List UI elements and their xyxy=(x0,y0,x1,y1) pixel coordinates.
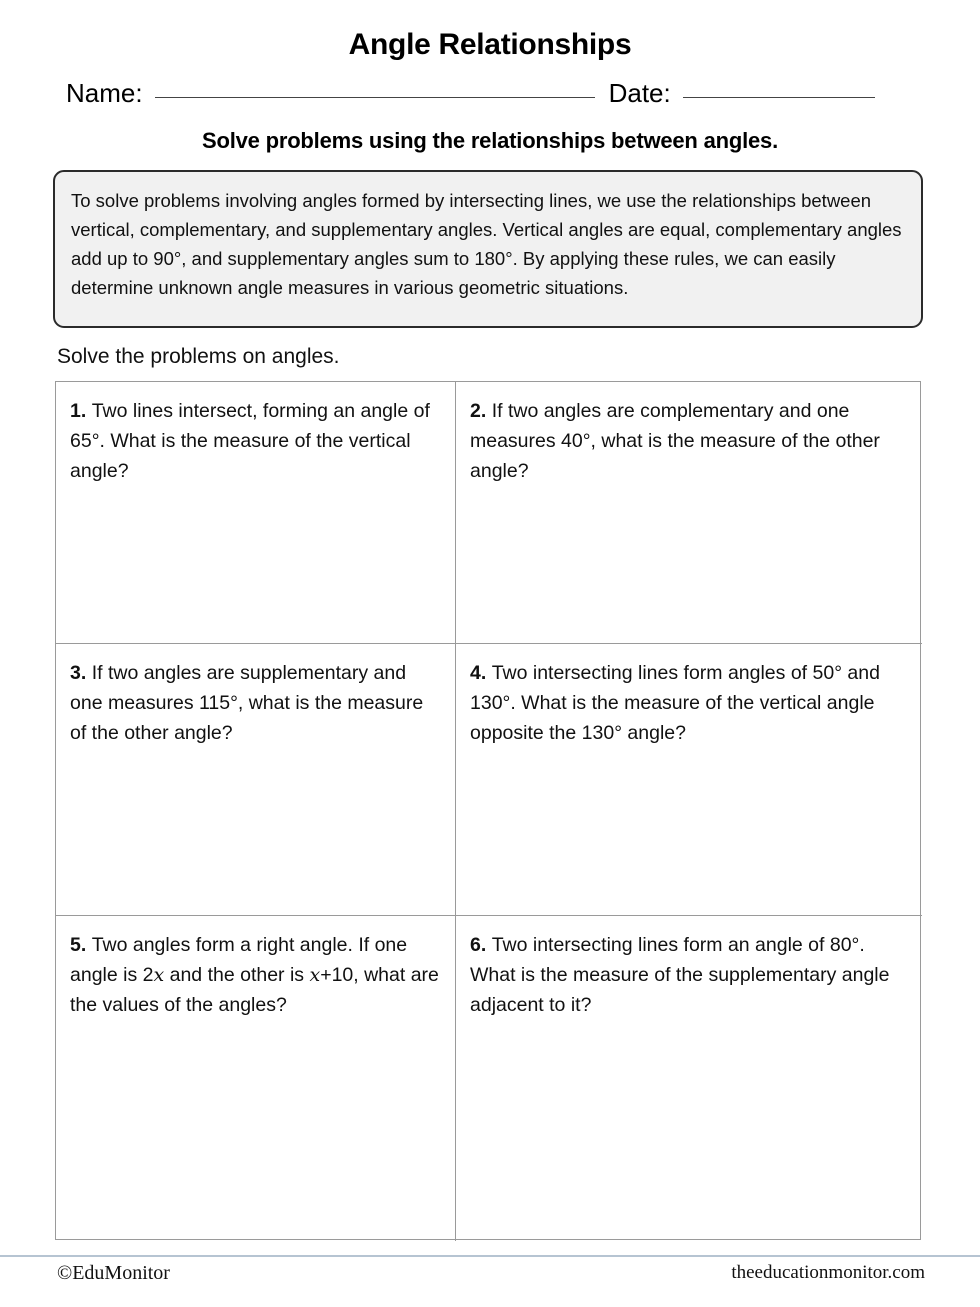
name-write-line[interactable] xyxy=(155,97,595,98)
problem-text-2: If two angles are complementary and one measures 40°, what is the measure of the other angle? xyxy=(470,400,880,482)
problem-cell-1[interactable] xyxy=(56,382,456,644)
problem-number-5: 5. xyxy=(70,934,92,956)
page-subtitle: Solve problems using the relationships between angles. xyxy=(201,128,778,153)
date-label: Date: xyxy=(608,78,671,108)
page-footer xyxy=(0,1262,980,1307)
footer-website: theeducationmonitor.com xyxy=(731,1262,925,1283)
date-write-line[interactable] xyxy=(683,97,875,98)
problem-text-5-middle: and the other is xyxy=(164,964,310,986)
problem-text-3: If two angles are supplementary and one measures 115°, what is the measure of the other angle? xyxy=(70,662,424,744)
problem-text-6: Two intersecting lines form an angle of 80°. What is the measure of the supplementary angle adjacent to it? xyxy=(470,934,890,1016)
name-date-row xyxy=(66,78,926,114)
info-box-text: To solve problems involving angles formed by intersecting lines, we use the relationships between vertical, complementary, and supplementary angles. Vertical angles are equal, complementary angles add up to 90°, and supplementary angles sum to 180°. By applying these rules, we can easily determine unknown angle measures in various geometric situations. xyxy=(71,190,902,298)
problem-number-2: 2. xyxy=(470,400,492,422)
problem-cell-2[interactable] xyxy=(456,382,922,644)
problem-text-1: Two lines intersect, forming an angle of 65°. What is the measure of the vertical angle? xyxy=(70,400,430,482)
problem-grid xyxy=(55,381,921,1240)
problem-number-6: 6. xyxy=(470,934,492,956)
problem-cell-5[interactable] xyxy=(56,916,456,1241)
problem-cell-6[interactable] xyxy=(456,916,922,1241)
problem-cell-3[interactable] xyxy=(56,644,456,916)
problem-number-3: 3. xyxy=(70,662,92,684)
problem-5-variable-1: x xyxy=(153,964,165,986)
footer-copyright: ©EduMonitor xyxy=(57,1262,170,1284)
problem-number-1: 1. xyxy=(70,400,92,422)
problem-cell-4[interactable] xyxy=(456,644,922,916)
footer-divider xyxy=(0,1255,980,1257)
problem-5-variable-2: x xyxy=(309,964,321,986)
info-box xyxy=(53,170,923,328)
problem-text-4: Two intersecting lines form angles of 50° and 130°. What is the measure of the vertical angle opposite the 130° angle? xyxy=(470,662,880,744)
problem-number-4: 4. xyxy=(470,662,492,684)
name-label: Name: xyxy=(66,78,143,108)
directions-text: Solve the problems on angles. xyxy=(57,345,340,368)
problem-text-5-before: Two angles form a right angle. If one angle is 2 xyxy=(70,934,408,986)
problem-text-5-after: +10, what are the values of the angles? xyxy=(70,964,439,1016)
page-title: Angle Relationships xyxy=(348,28,632,61)
